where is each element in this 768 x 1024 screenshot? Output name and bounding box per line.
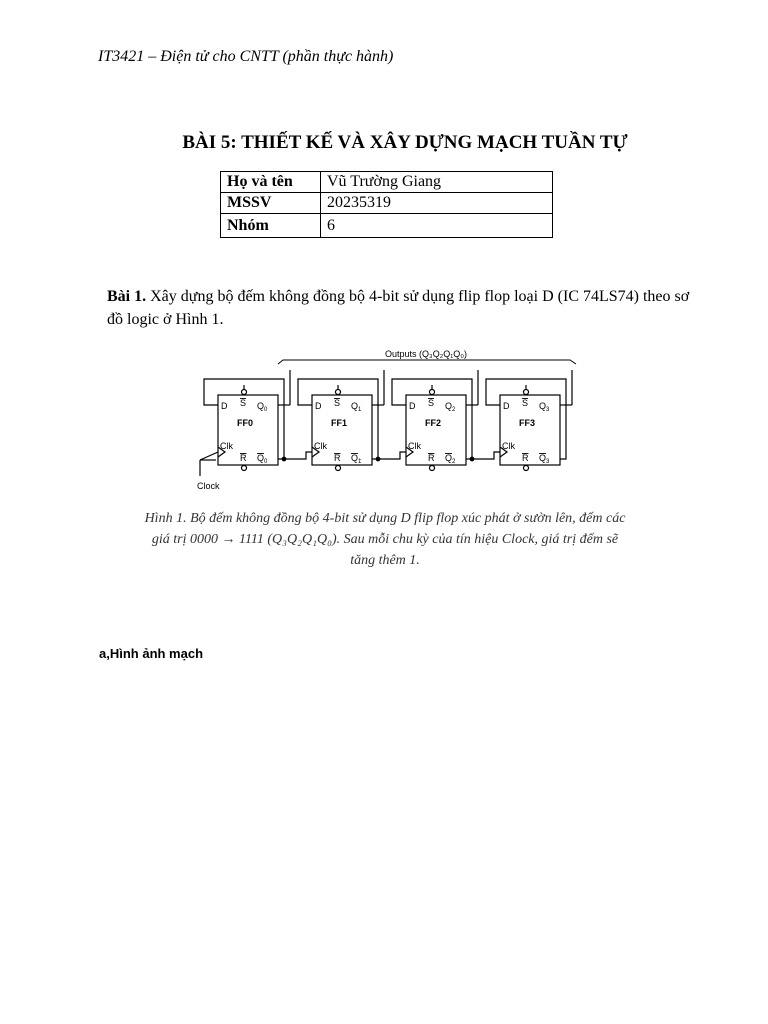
page-title: BÀI 5: THIẾT KẾ VÀ XÂY DỰNG MẠCH TUẦN TỰ bbox=[182, 132, 628, 153]
group-value: 6 bbox=[321, 214, 553, 238]
caption-line-3: tăng thêm 1. bbox=[350, 553, 420, 568]
ff1-reset-bubble bbox=[336, 466, 341, 471]
ff2-to-next-clock bbox=[472, 452, 500, 459]
course-header: IT3421 – Điện tử cho CNTT (phần thực hành) bbox=[98, 48, 394, 65]
ff1-clk-pin-label: Clk bbox=[314, 441, 327, 451]
ff0-q-label: $Q_0$ bbox=[257, 401, 268, 413]
ff0-qbar-label: $Q_0$ bbox=[257, 453, 268, 465]
table-row bbox=[221, 193, 553, 214]
ff2-d-pin-label: D bbox=[409, 401, 416, 411]
ff0-name-label: FF0 bbox=[237, 418, 254, 428]
ff0-to-next-clock bbox=[284, 452, 312, 459]
section-heading-a: a,Hình ảnh mạch bbox=[99, 646, 204, 661]
caption-line-1: Hình 1. Bộ đếm không đồng bộ 4-bit sử dụng D flip flop xúc phát ở sườn lên, đếm các bbox=[144, 511, 626, 526]
ff2-reset-pin-label: R bbox=[428, 453, 435, 463]
ff0-d-pin-label: D bbox=[221, 401, 228, 411]
student-id-label: MSSV bbox=[221, 193, 321, 214]
ff3-reset-bubble bbox=[524, 466, 529, 471]
ff1-set-bubble bbox=[336, 390, 341, 395]
ff0-set-bubble bbox=[242, 390, 247, 395]
ff1-q-label: $Q_1$ bbox=[351, 401, 362, 413]
caption-line-2: giá trị 0000 → 1111 (Q₃Q₂Q₁Q₀). Sau mỗi chu kỳ của tín hiệu Clock, giá trị đếm sẽ bbox=[151, 532, 619, 547]
ff3-q-label: $Q_3$ bbox=[539, 401, 550, 413]
name-value: Vũ Trường Giang bbox=[321, 172, 553, 193]
outputs-label: Outputs (Q₃Q₂Q₁Q₀) bbox=[385, 349, 467, 359]
ff2-reset-bubble bbox=[430, 466, 435, 471]
clock-line bbox=[200, 452, 218, 460]
ff2-q-label: $Q_2$ bbox=[445, 401, 456, 413]
ff2-qbar-label: $Q_2$ bbox=[445, 453, 456, 465]
table-row bbox=[221, 214, 553, 238]
figure-caption bbox=[120, 508, 650, 571]
ff1-qbar-label: $Q_1$ bbox=[351, 453, 362, 465]
ff2-name-label: FF2 bbox=[425, 418, 442, 428]
ff2-clk-pin-label: Clk bbox=[408, 441, 421, 451]
counter-logic-diagram bbox=[190, 340, 590, 500]
name-label: Họ và tên bbox=[221, 172, 321, 193]
ff1-reset-pin-label: R bbox=[334, 453, 341, 463]
group-label: Nhóm bbox=[221, 214, 321, 238]
ff3-qbar-label: $Q_3$ bbox=[539, 453, 550, 465]
ff2-set-pin-label: S bbox=[428, 398, 435, 408]
ff3-d-pin-label: D bbox=[503, 401, 510, 411]
ff2-set-bubble bbox=[430, 390, 435, 395]
ff3-name-label: FF3 bbox=[519, 418, 536, 428]
student-id-value: 20235319 bbox=[321, 193, 553, 214]
exercise-text: Xây dựng bộ đếm không đồng bộ 4-bit sử dụng flip flop loại D (IC 74LS74) theo sơ đồ logic ở Hình 1. bbox=[107, 288, 690, 328]
exercise-number: Bài 1. bbox=[107, 288, 147, 305]
table-row bbox=[221, 172, 553, 193]
ff1-d-pin-label: D bbox=[315, 401, 322, 411]
ff3-set-pin-label: S bbox=[522, 398, 529, 408]
ff0-set-pin-label: S bbox=[240, 398, 247, 408]
ff3-set-bubble bbox=[524, 390, 529, 395]
student-info-table bbox=[220, 171, 553, 238]
ff0-clk-pin-label: Clk bbox=[220, 441, 233, 451]
ff0-reset-bubble bbox=[242, 466, 247, 471]
ff1-name-label: FF1 bbox=[331, 418, 348, 428]
ff3-clk-pin-label: Clk bbox=[502, 441, 515, 451]
ff0-reset-pin-label: R bbox=[240, 453, 247, 463]
exercise-paragraph bbox=[107, 285, 707, 331]
ff1-to-next-clock bbox=[378, 452, 406, 459]
ff3-reset-pin-label: R bbox=[522, 453, 529, 463]
ff1-set-pin-label: S bbox=[334, 398, 341, 408]
clock-label: Clock bbox=[197, 481, 220, 491]
